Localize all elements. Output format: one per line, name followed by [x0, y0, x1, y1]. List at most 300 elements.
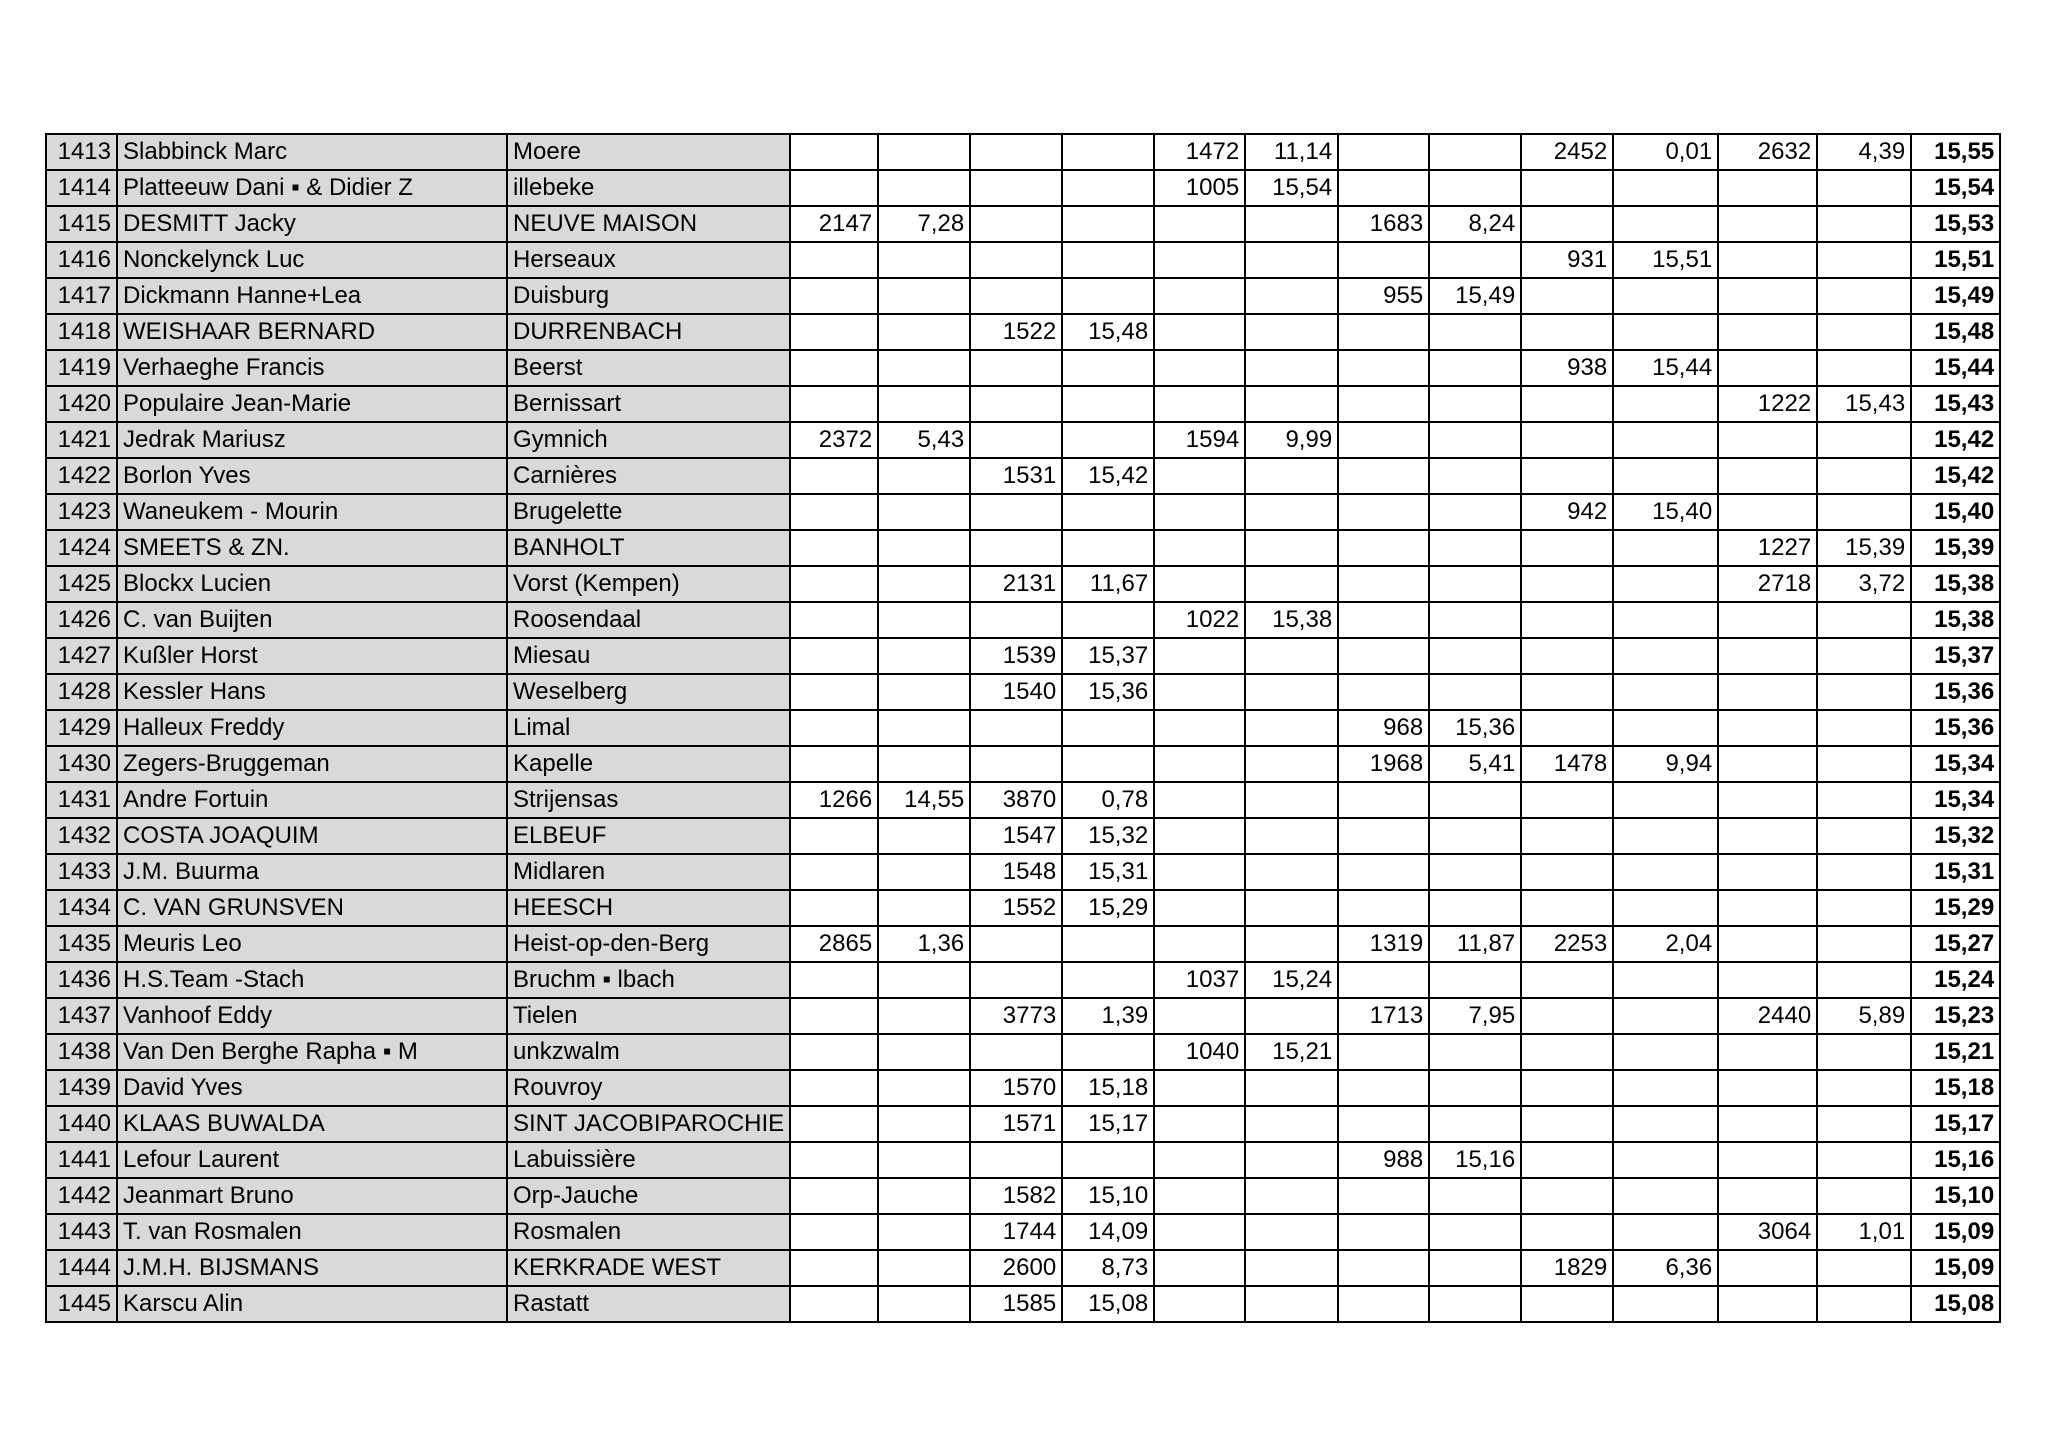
points-cell: [878, 494, 970, 530]
position-cell: [1154, 206, 1245, 242]
position-cell: [1154, 458, 1245, 494]
position-cell: [970, 170, 1062, 206]
position-cell: [1338, 602, 1429, 638]
position-cell: 2131: [970, 566, 1062, 602]
position-cell: 2147: [790, 206, 878, 242]
rank-cell: 1441: [46, 1142, 117, 1178]
position-cell: [1718, 206, 1817, 242]
position-cell: [1718, 278, 1817, 314]
points-cell: [878, 854, 970, 890]
points-cell: [1613, 818, 1718, 854]
rank-cell: 1440: [46, 1106, 117, 1142]
position-cell: [790, 170, 878, 206]
place-cell: Bruchm ▪ lbach: [507, 962, 790, 998]
points-cell: [1817, 782, 1911, 818]
name-cell: Andre Fortuin: [117, 782, 507, 818]
points-cell: [1429, 242, 1521, 278]
points-cell: [1429, 134, 1521, 170]
position-cell: [970, 422, 1062, 458]
total-cell: 15,49: [1911, 278, 2000, 314]
position-cell: [1521, 818, 1613, 854]
points-cell: [1245, 386, 1338, 422]
total-cell: 15,42: [1911, 422, 2000, 458]
position-cell: [1338, 890, 1429, 926]
points-cell: 0,78: [1062, 782, 1154, 818]
position-cell: [1718, 854, 1817, 890]
rank-cell: 1417: [46, 278, 117, 314]
position-cell: [1718, 1178, 1817, 1214]
place-cell: Moere: [507, 134, 790, 170]
position-cell: 968: [1338, 710, 1429, 746]
points-cell: [1245, 530, 1338, 566]
position-cell: [970, 926, 1062, 962]
points-cell: [1062, 602, 1154, 638]
position-cell: [1521, 674, 1613, 710]
points-cell: [1429, 1070, 1521, 1106]
name-cell: Jedrak Mariusz: [117, 422, 507, 458]
points-cell: [1613, 638, 1718, 674]
points-cell: 15,24: [1245, 962, 1338, 998]
position-cell: [790, 530, 878, 566]
position-cell: [1718, 782, 1817, 818]
points-cell: [1245, 710, 1338, 746]
position-cell: [1154, 1214, 1245, 1250]
points-cell: [1245, 674, 1338, 710]
points-cell: 15,36: [1062, 674, 1154, 710]
name-cell: Slabbinck Marc: [117, 134, 507, 170]
position-cell: [790, 494, 878, 530]
points-cell: [1245, 1214, 1338, 1250]
position-cell: [790, 1178, 878, 1214]
name-cell: WEISHAAR BERNARD: [117, 314, 507, 350]
points-cell: [1613, 1034, 1718, 1070]
position-cell: [1338, 1286, 1429, 1322]
name-cell: Karscu Alin: [117, 1286, 507, 1322]
points-cell: [878, 602, 970, 638]
points-cell: [878, 458, 970, 494]
points-cell: 9,94: [1613, 746, 1718, 782]
position-cell: [1338, 350, 1429, 386]
place-cell: HEESCH: [507, 890, 790, 926]
total-cell: 15,09: [1911, 1214, 2000, 1250]
place-cell: Beerst: [507, 350, 790, 386]
points-cell: [1062, 206, 1154, 242]
position-cell: [1521, 1070, 1613, 1106]
points-cell: [1613, 998, 1718, 1034]
position-cell: 1968: [1338, 746, 1429, 782]
position-cell: [1718, 350, 1817, 386]
points-cell: [1062, 350, 1154, 386]
position-cell: 1540: [970, 674, 1062, 710]
total-cell: 15,17: [1911, 1106, 2000, 1142]
position-cell: [790, 746, 878, 782]
table-row: [46, 1034, 2000, 1070]
points-cell: [1429, 638, 1521, 674]
position-cell: [1338, 962, 1429, 998]
position-cell: [1338, 530, 1429, 566]
points-cell: [1817, 710, 1911, 746]
points-cell: [1613, 1142, 1718, 1178]
points-cell: 3,72: [1817, 566, 1911, 602]
position-cell: [970, 530, 1062, 566]
points-cell: [1613, 854, 1718, 890]
table-row: [46, 710, 2000, 746]
position-cell: 1539: [970, 638, 1062, 674]
points-cell: 5,41: [1429, 746, 1521, 782]
points-cell: 4,39: [1817, 134, 1911, 170]
position-cell: [790, 818, 878, 854]
name-cell: SMEETS & ZN.: [117, 530, 507, 566]
name-cell: Halleux Freddy: [117, 710, 507, 746]
position-cell: [1154, 530, 1245, 566]
table-row: [46, 1214, 2000, 1250]
position-cell: [970, 1034, 1062, 1070]
name-cell: J.M.H. BIJSMANS: [117, 1250, 507, 1286]
rank-cell: 1423: [46, 494, 117, 530]
place-cell: ELBEUF: [507, 818, 790, 854]
name-cell: Borlon Yves: [117, 458, 507, 494]
position-cell: 955: [1338, 278, 1429, 314]
position-cell: [1718, 494, 1817, 530]
position-cell: [1718, 1142, 1817, 1178]
points-cell: [878, 1070, 970, 1106]
position-cell: [1154, 566, 1245, 602]
name-cell: Platteeuw Dani ▪ & Didier Z: [117, 170, 507, 206]
position-cell: [1521, 530, 1613, 566]
position-cell: [1338, 854, 1429, 890]
points-cell: [1245, 1178, 1338, 1214]
points-cell: 15,48: [1062, 314, 1154, 350]
position-cell: [790, 242, 878, 278]
total-cell: 15,31: [1911, 854, 2000, 890]
place-cell: Tielen: [507, 998, 790, 1034]
total-cell: 15,36: [1911, 674, 2000, 710]
table-row: [46, 818, 2000, 854]
points-cell: [1817, 278, 1911, 314]
points-cell: [1245, 350, 1338, 386]
table-row: [46, 206, 2000, 242]
position-cell: [790, 962, 878, 998]
position-cell: [1718, 242, 1817, 278]
position-cell: [790, 386, 878, 422]
position-cell: [1521, 386, 1613, 422]
position-cell: [790, 458, 878, 494]
position-cell: [1338, 170, 1429, 206]
position-cell: [1338, 1106, 1429, 1142]
position-cell: [1338, 818, 1429, 854]
points-cell: 15,51: [1613, 242, 1718, 278]
table-row: [46, 1178, 2000, 1214]
points-cell: 5,89: [1817, 998, 1911, 1034]
points-cell: [1613, 890, 1718, 926]
points-cell: 8,73: [1062, 1250, 1154, 1286]
table-row: [46, 1286, 2000, 1322]
points-cell: [1613, 1070, 1718, 1106]
place-cell: Miesau: [507, 638, 790, 674]
points-cell: [1429, 818, 1521, 854]
points-cell: 6,36: [1613, 1250, 1718, 1286]
points-cell: [1245, 494, 1338, 530]
place-cell: BANHOLT: [507, 530, 790, 566]
position-cell: [1338, 314, 1429, 350]
position-cell: [790, 638, 878, 674]
total-cell: 15,38: [1911, 602, 2000, 638]
position-cell: [790, 350, 878, 386]
place-cell: NEUVE MAISON: [507, 206, 790, 242]
position-cell: [1154, 1106, 1245, 1142]
position-cell: [1521, 638, 1613, 674]
points-cell: [1817, 854, 1911, 890]
position-cell: [790, 998, 878, 1034]
points-cell: [1613, 278, 1718, 314]
total-cell: 15,24: [1911, 962, 2000, 998]
position-cell: [1338, 134, 1429, 170]
position-cell: 2452: [1521, 134, 1613, 170]
table-row: [46, 854, 2000, 890]
total-cell: 15,38: [1911, 566, 2000, 602]
total-cell: 15,18: [1911, 1070, 2000, 1106]
position-cell: [1154, 350, 1245, 386]
position-cell: [1521, 422, 1613, 458]
rank-cell: 1439: [46, 1070, 117, 1106]
position-cell: 1472: [1154, 134, 1245, 170]
points-cell: [878, 638, 970, 674]
points-cell: [1245, 1070, 1338, 1106]
points-cell: [1062, 530, 1154, 566]
place-cell: illebeke: [507, 170, 790, 206]
position-cell: [1718, 890, 1817, 926]
position-cell: [1338, 494, 1429, 530]
total-cell: 15,34: [1911, 782, 2000, 818]
name-cell: Meuris Leo: [117, 926, 507, 962]
position-cell: [1154, 998, 1245, 1034]
points-cell: [1062, 710, 1154, 746]
position-cell: [790, 278, 878, 314]
position-cell: [1338, 1178, 1429, 1214]
points-cell: [878, 1142, 970, 1178]
position-cell: [1338, 1034, 1429, 1070]
points-cell: [878, 314, 970, 350]
points-cell: 15,37: [1062, 638, 1154, 674]
points-cell: [1062, 746, 1154, 782]
points-cell: [1817, 206, 1911, 242]
place-cell: Rosmalen: [507, 1214, 790, 1250]
position-cell: [1521, 854, 1613, 890]
table-row: [46, 314, 2000, 350]
name-cell: Kußler Horst: [117, 638, 507, 674]
results-table: [45, 133, 2001, 1323]
position-cell: [1718, 1250, 1817, 1286]
place-cell: Midlaren: [507, 854, 790, 890]
points-cell: [1062, 278, 1154, 314]
points-cell: 1,36: [878, 926, 970, 962]
position-cell: [1521, 962, 1613, 998]
points-cell: [1613, 170, 1718, 206]
points-cell: [878, 746, 970, 782]
points-cell: 9,99: [1245, 422, 1338, 458]
total-cell: 15,39: [1911, 530, 2000, 566]
points-cell: 14,55: [878, 782, 970, 818]
points-cell: [1245, 818, 1338, 854]
position-cell: [1521, 782, 1613, 818]
points-cell: [1613, 314, 1718, 350]
position-cell: [1521, 890, 1613, 926]
place-cell: Orp-Jauche: [507, 1178, 790, 1214]
rank-cell: 1428: [46, 674, 117, 710]
name-cell: C. van Buijten: [117, 602, 507, 638]
table-row: [46, 494, 2000, 530]
position-cell: [790, 1286, 878, 1322]
points-cell: [878, 170, 970, 206]
points-cell: [1429, 1178, 1521, 1214]
points-cell: [1817, 1034, 1911, 1070]
position-cell: [970, 242, 1062, 278]
points-cell: [1062, 386, 1154, 422]
points-cell: 15,18: [1062, 1070, 1154, 1106]
points-cell: [1429, 170, 1521, 206]
points-cell: [1817, 674, 1911, 710]
position-cell: 2253: [1521, 926, 1613, 962]
points-cell: [1245, 890, 1338, 926]
points-cell: [878, 818, 970, 854]
place-cell: DURRENBACH: [507, 314, 790, 350]
position-cell: [1521, 1178, 1613, 1214]
points-cell: [1613, 206, 1718, 242]
points-cell: [1245, 1142, 1338, 1178]
position-cell: [970, 278, 1062, 314]
points-cell: [1062, 422, 1154, 458]
total-cell: 15,42: [1911, 458, 2000, 494]
position-cell: [1338, 1250, 1429, 1286]
points-cell: [1429, 1250, 1521, 1286]
position-cell: [1521, 566, 1613, 602]
position-cell: 2372: [790, 422, 878, 458]
position-cell: 1040: [1154, 1034, 1245, 1070]
points-cell: [1613, 1214, 1718, 1250]
points-cell: [1245, 458, 1338, 494]
position-cell: 1266: [790, 782, 878, 818]
position-cell: [1718, 458, 1817, 494]
points-cell: [1429, 422, 1521, 458]
place-cell: Rastatt: [507, 1286, 790, 1322]
total-cell: 15,43: [1911, 386, 2000, 422]
table-row: [46, 170, 2000, 206]
rank-cell: 1444: [46, 1250, 117, 1286]
name-cell: Dickmann Hanne+Lea: [117, 278, 507, 314]
position-cell: [1154, 638, 1245, 674]
position-cell: 1037: [1154, 962, 1245, 998]
position-cell: [1154, 242, 1245, 278]
table-row: [46, 458, 2000, 494]
position-cell: 1022: [1154, 602, 1245, 638]
points-cell: [1613, 674, 1718, 710]
points-cell: 15,39: [1817, 530, 1911, 566]
points-cell: [1429, 854, 1521, 890]
rank-cell: 1434: [46, 890, 117, 926]
points-cell: [1429, 1106, 1521, 1142]
position-cell: [1718, 602, 1817, 638]
rank-cell: 1427: [46, 638, 117, 674]
position-cell: [1338, 638, 1429, 674]
name-cell: T. van Rosmalen: [117, 1214, 507, 1250]
name-cell: Vanhoof Eddy: [117, 998, 507, 1034]
position-cell: [1718, 170, 1817, 206]
points-cell: 15,31: [1062, 854, 1154, 890]
points-cell: [878, 1250, 970, 1286]
position-cell: [1521, 206, 1613, 242]
name-cell: Kessler Hans: [117, 674, 507, 710]
table-row: [46, 962, 2000, 998]
position-cell: [790, 602, 878, 638]
table-row: [46, 998, 2000, 1034]
place-cell: Rouvroy: [507, 1070, 790, 1106]
position-cell: 1713: [1338, 998, 1429, 1034]
position-cell: 988: [1338, 1142, 1429, 1178]
points-cell: [1245, 314, 1338, 350]
points-cell: [1817, 638, 1911, 674]
rank-cell: 1442: [46, 1178, 117, 1214]
points-cell: [1817, 818, 1911, 854]
points-cell: 15,10: [1062, 1178, 1154, 1214]
points-cell: 15,16: [1429, 1142, 1521, 1178]
points-cell: 15,54: [1245, 170, 1338, 206]
rank-cell: 1425: [46, 566, 117, 602]
position-cell: [1154, 386, 1245, 422]
position-cell: 1222: [1718, 386, 1817, 422]
rank-cell: 1433: [46, 854, 117, 890]
position-cell: [790, 854, 878, 890]
position-cell: [1718, 674, 1817, 710]
position-cell: 1571: [970, 1106, 1062, 1142]
name-cell: COSTA JOAQUIM: [117, 818, 507, 854]
position-cell: [1338, 386, 1429, 422]
place-cell: SINT JACOBIPAROCHIE: [507, 1106, 790, 1142]
points-cell: [878, 962, 970, 998]
position-cell: [1154, 1142, 1245, 1178]
points-cell: [1613, 1286, 1718, 1322]
position-cell: [1338, 422, 1429, 458]
points-cell: [1817, 494, 1911, 530]
points-cell: [1429, 1034, 1521, 1070]
position-cell: [1154, 1178, 1245, 1214]
points-cell: 1,39: [1062, 998, 1154, 1034]
position-cell: 2718: [1718, 566, 1817, 602]
position-cell: [790, 1250, 878, 1286]
position-cell: 2865: [790, 926, 878, 962]
total-cell: 15,34: [1911, 746, 2000, 782]
position-cell: 1522: [970, 314, 1062, 350]
position-cell: 1547: [970, 818, 1062, 854]
points-cell: 15,36: [1429, 710, 1521, 746]
position-cell: 3773: [970, 998, 1062, 1034]
position-cell: 1829: [1521, 1250, 1613, 1286]
points-cell: 11,14: [1245, 134, 1338, 170]
position-cell: [970, 350, 1062, 386]
position-cell: [1154, 782, 1245, 818]
position-cell: [790, 1034, 878, 1070]
points-cell: [878, 1286, 970, 1322]
points-cell: 8,24: [1429, 206, 1521, 242]
table-row: [46, 1142, 2000, 1178]
points-cell: [1817, 1178, 1911, 1214]
total-cell: 15,48: [1911, 314, 2000, 350]
position-cell: [790, 1106, 878, 1142]
table-row: [46, 566, 2000, 602]
rank-cell: 1429: [46, 710, 117, 746]
points-cell: 1,01: [1817, 1214, 1911, 1250]
position-cell: [1154, 854, 1245, 890]
points-cell: [1245, 782, 1338, 818]
